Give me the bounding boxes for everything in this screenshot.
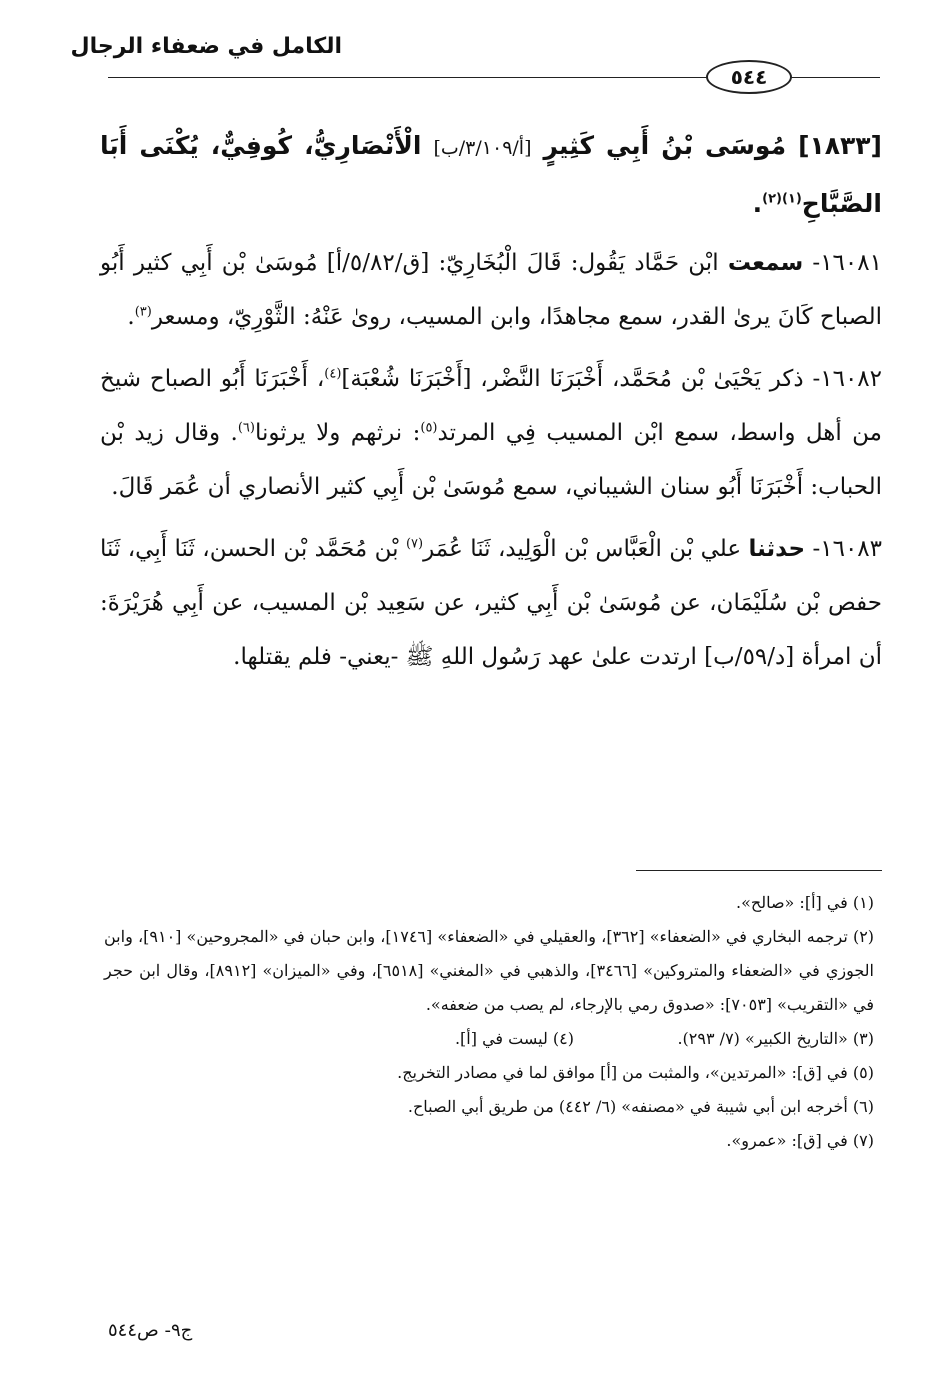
paragraph-text: ابْن حَمَّاد يَقُول: قَالَ الْبُخَارِيّ: [ق/٥/٨٢/أ] مُوسَىٰ بْن أَبِي كثير أَبُو الصباح كَانَ يرىٰ القدر، سمع مجاهدًا، وابن المسيب، روىٰ عَنْهُ: الثَّوْرِيّ، ومسعر <box>100 250 882 330</box>
paragraph-text: علي بْن الْعَبَّاس بْن الْوَلِيد، ثَنَا عُمَر <box>423 536 742 562</box>
paragraph-16083 <box>100 522 882 684</box>
entry-footnote-marker: (١)(٢) <box>762 191 802 207</box>
entry-heading <box>100 118 882 232</box>
paragraph-text: ذكر يَحْيَىٰ بْن مُحَمَّد، أَخْبَرَنَا النَّضْر، [أَخْبَرَنَا شُعْبَة] <box>341 366 804 392</box>
footnotes <box>104 886 874 1158</box>
footnote-5: (٥) في [ق]: «المرتدين»، والمثبت من [أ] موافق لما في مصادر التخريج. <box>397 1063 874 1082</box>
footnote-marker: (٦) <box>237 420 255 436</box>
entry-heading-name: [١٨٣٣] مُوسَى بْنُ أَبِي كَثِيرٍ <box>543 131 882 160</box>
main-text <box>100 118 882 692</box>
paragraph-text: ، أَخْبَرَنَا أَبُو الصباح شيخ من أهل واسط، سمع ابْن المسيب فِي المرتد <box>100 366 882 446</box>
paragraph-lead-word: سمعت <box>727 250 804 276</box>
footnote-row-3-4 <box>104 1022 874 1056</box>
header-rule <box>108 77 708 78</box>
entry-manuscript-ref: [أ/٣/١٠٩/ب] <box>433 137 532 159</box>
paragraph-text: . <box>127 304 135 330</box>
paragraph-text: : نرثهم ولا يرثونا <box>254 420 421 446</box>
footnote-marker: (٣) <box>134 304 152 320</box>
footnote-1: (١) في [أ]: «صالح». <box>736 893 874 912</box>
footnote-2: (٢) ترجمه البخاري في «الضعفاء» [٣٦٢]، والعقيلي في «الضعفاء» [١٧٤٦]، وابن حبان في «المجروحين» [٩١٠]، وابن الجوزي في «الضعفاء والمتروكين» [٣٤٦٦]، والذهبي في «المغني» [٦٥١٨]، وفي «الميزان» [٨٩١٢]، وقال ابن حجر في «التقريب» [٧٠٥٣]: «صدوق رمي بالإرجاء، لم يصب من ضعفه». <box>104 927 875 1014</box>
footnote-separator <box>636 870 882 871</box>
footnote-3: (٣) «التاريخ الكبير» (٧/ ٢٩٣). <box>677 1029 874 1048</box>
footnote-marker: (٥) <box>420 420 438 436</box>
entry-heading-end: . <box>752 189 763 218</box>
footnote-4: (٤) ليست في [أ]. <box>454 1029 574 1048</box>
running-title: الكامل في ضعفاء الرجال <box>70 34 342 59</box>
footnote-7: (٧) في [ق]: «عمرو». <box>726 1131 874 1150</box>
entry-heading-rest: الْأَنْصَارِيُّ، كُوفِيٌّ، يُكْنَى أَبَا الصَّبَّاحِ <box>100 131 882 218</box>
footnote-marker: (٤) <box>324 366 342 382</box>
volume-page-footer: ج٩- ص٥٤٤ <box>108 1320 193 1341</box>
paragraph-number: ١٦٠٨١- <box>812 250 882 276</box>
paragraph-16082 <box>100 352 882 514</box>
paragraph-number: ١٦٠٨٢- <box>812 366 883 392</box>
page-number-badge: ٥٤٤ <box>706 60 792 94</box>
paragraph-lead-word: حدثنا <box>748 536 806 562</box>
footnote-marker: (٧) <box>405 536 424 552</box>
footnote-6: (٦) أخرجه ابن أبي شيبة في «مصنفه» (٦/ ٤٤٢) من طريق أبي الصباح. <box>407 1097 874 1116</box>
header-rule-right <box>790 77 880 78</box>
paragraph-number: ١٦٠٨٣- <box>812 536 883 562</box>
paragraph-text: . وقال زيد بْن الحباب: أَخْبَرَنَا أَبُو سنان الشيباني، سمع مُوسَىٰ بْن أَبِي كثير الأنصاري أن عُمَر قَالَ. <box>100 420 882 500</box>
paragraph-16081 <box>100 236 882 344</box>
paragraph-text: بْن مُحَمَّد بْن الحسن، ثَنَا أَبِي، ثَنَا حفص بْن سُلَيْمَان، عن مُوسَىٰ بْن أَبِي كثير، عن سَعِيد بْن المسيب، عن أَبِي هُرَيْرَةَ: أن امرأة [د/٥٩/ب] ارتدت علىٰ عهد رَسُول اللهِ ﷺ -يعني- فلم يقتلها. <box>100 536 882 670</box>
